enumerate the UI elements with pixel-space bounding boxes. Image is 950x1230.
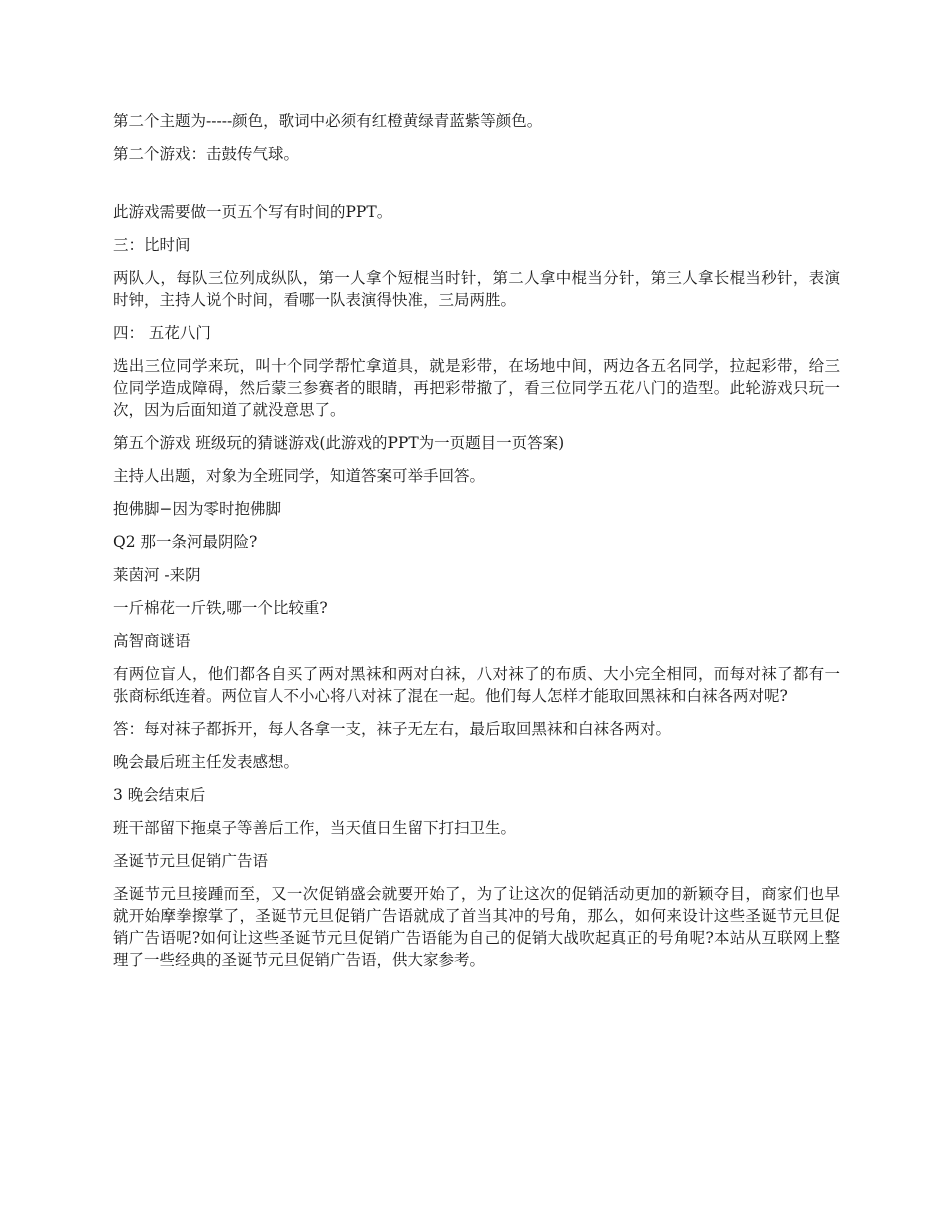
paragraph-game-five: 第五个游戏 班级玩的猜谜游戏(此游戏的PPT为一页题目一页答案) bbox=[113, 434, 565, 452]
paragraph-cleanup: 班干部留下拖桌子等善后工作，当天值日生留下打扫卫生。 bbox=[113, 819, 517, 837]
document-body bbox=[113, 110, 840, 982]
paragraph-wuhua-bamen-rules: 选出三位同学来玩，叫十个同学帮忙拿道具，就是彩带，在场地中间，两边各五名同学，拉起彩带，给三位同学造成障碍，然后蒙三参赛者的眼睛，再把彩带撤了，看三位同学五花八门的造型。此轮游戏只玩一次，因为后面知道了就没意思了。 bbox=[113, 357, 840, 419]
paragraph-teacher-remarks: 晚会最后班主任发表感想。 bbox=[113, 753, 300, 771]
paragraph-ppt-note: 此游戏需要做一页五个写有时间的PPT。 bbox=[113, 203, 393, 221]
riddle-question-three: 一斤棉花一斤铁,哪一个比较重? bbox=[113, 599, 328, 617]
paragraph-host-question: 主持人出题，对象为全班同学，知道答案可举手回答。 bbox=[113, 467, 486, 485]
riddle-answer-two: 莱茵河 -来阴 bbox=[113, 566, 201, 584]
heading-wuhua-bamen: 四： 五花八门 bbox=[113, 324, 211, 342]
heading-after-party: 3 晚会结束后 bbox=[113, 786, 206, 804]
riddle-answer-one: 抱佛脚−因为零时抱佛脚 bbox=[113, 500, 281, 518]
paragraph-theme-color: 第二个主题为-----颜色，歌词中必须有红橙黄绿青蓝紫等颜色。 bbox=[113, 112, 543, 130]
riddle-question-two: Q2 那一条河最阴险? bbox=[113, 533, 258, 551]
paragraph-blind-socks-riddle: 有两位盲人，他们都各自买了两对黑袜和两对白袜，八对袜了的布质、大小完全相同，而每对袜了都有一张商标纸连着。两位盲人不小心将八对袜了混在一起。他们每人怎样才能取回黑袜和白袜各两对呢? bbox=[113, 665, 840, 705]
paragraph-game-two: 第二个游戏：击鼓传气球。 bbox=[113, 145, 300, 163]
heading-high-iq-riddle: 高智商谜语 bbox=[113, 632, 191, 650]
paragraph-compare-time-rules: 两队人，每队三位列成纵队，第一人拿个短棍当时针，第二人拿中棍当分针，第三人拿长棍当秒针，表演时钟，主持人说个时间，看哪一队表演得快准，三局两胜。 bbox=[113, 269, 840, 309]
paragraph-promo-intro: 圣诞节元旦接踵而至，又一次促销盛会就要开始了，为了让这次的促销活动更加的新颖夺目，商家们也早就开始摩拳擦掌了，圣诞节元旦促销广告语就成了首当其冲的号角，那么，如何来设计这些圣诞节元旦促销广告语呢?如何让这些圣诞节元旦促销广告语能为自己的促销大战吹起真正的号角呢?本站从互联网上整理了一些经典的圣诞节元旦促销广告语，供大家参考。 bbox=[113, 885, 840, 969]
heading-compare-time: 三：比时间 bbox=[113, 236, 191, 254]
heading-promo-slogans: 圣诞节元旦促销广告语 bbox=[113, 852, 269, 870]
paragraph-blind-socks-answer: 答：每对袜子都拆开，每人各拿一支，袜子无左右，最后取回黑袜和白袜各两对。 bbox=[113, 720, 672, 738]
